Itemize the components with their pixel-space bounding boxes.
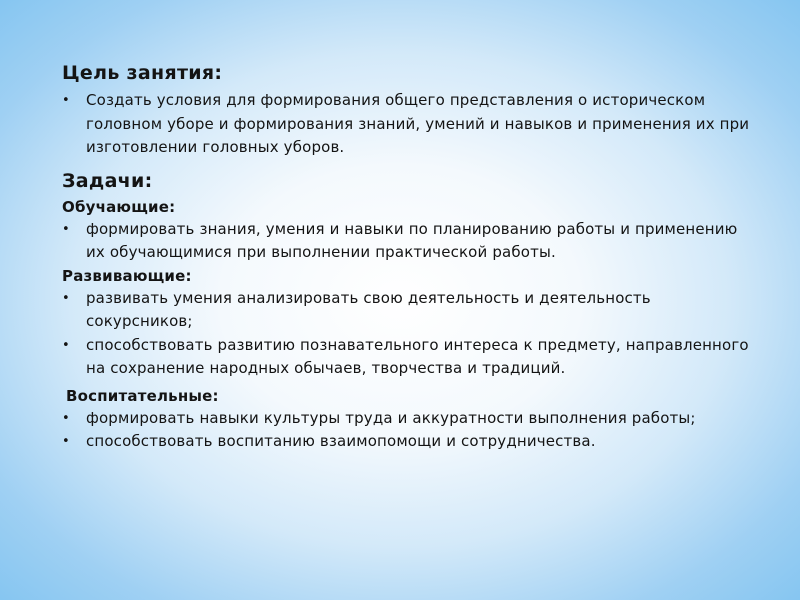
list-item-text: развивать умения анализировать свою деятельность и деятельность сокурсников; [86, 288, 651, 330]
educational-subheading: Воспитательные: [66, 386, 219, 405]
developing-list [62, 287, 752, 381]
goal-heading: Цель занятия: [62, 62, 223, 84]
bullet-icon: • [62, 410, 70, 426]
list-item [62, 334, 752, 381]
tasks-heading: Задачи: [62, 169, 153, 192]
list-item [62, 287, 752, 334]
list-item [62, 407, 752, 431]
goal-list [62, 89, 752, 160]
list-item-text: формировать знания, умения и навыки по планированию работы и применению их обучающимися при выполнении практической работы. [86, 219, 738, 261]
bullet-icon: • [62, 434, 70, 449]
list-item [62, 430, 752, 454]
educational-list [62, 407, 752, 454]
list-item-text: способствовать развитию познавательного интереса к предмету, направленного на сохранение народных обычаев, творчества и традиций. [86, 335, 749, 377]
developing-subheading: Развивающие: [62, 266, 192, 285]
slide-content [62, 60, 752, 454]
list-item-text: способствовать воспитанию взаимопомощи и сотрудничества. [86, 432, 596, 450]
list-item [62, 218, 752, 265]
teaching-subheading: Обучающие: [62, 197, 176, 216]
teaching-list [62, 218, 752, 265]
bullet-icon: • [62, 93, 70, 108]
bullet-icon: • [62, 337, 70, 353]
list-item [62, 89, 752, 160]
bullet-icon: • [62, 290, 70, 306]
bullet-icon: • [62, 221, 70, 237]
list-item-text: Создать условия для формирования общего представления о историческом головном уборе и формирования знаний, умений и навыков и применения их при изготовлении головных уборов. [86, 91, 750, 156]
list-item-text: формировать навыки культуры труда и аккуратности выполнения работы; [86, 408, 696, 427]
